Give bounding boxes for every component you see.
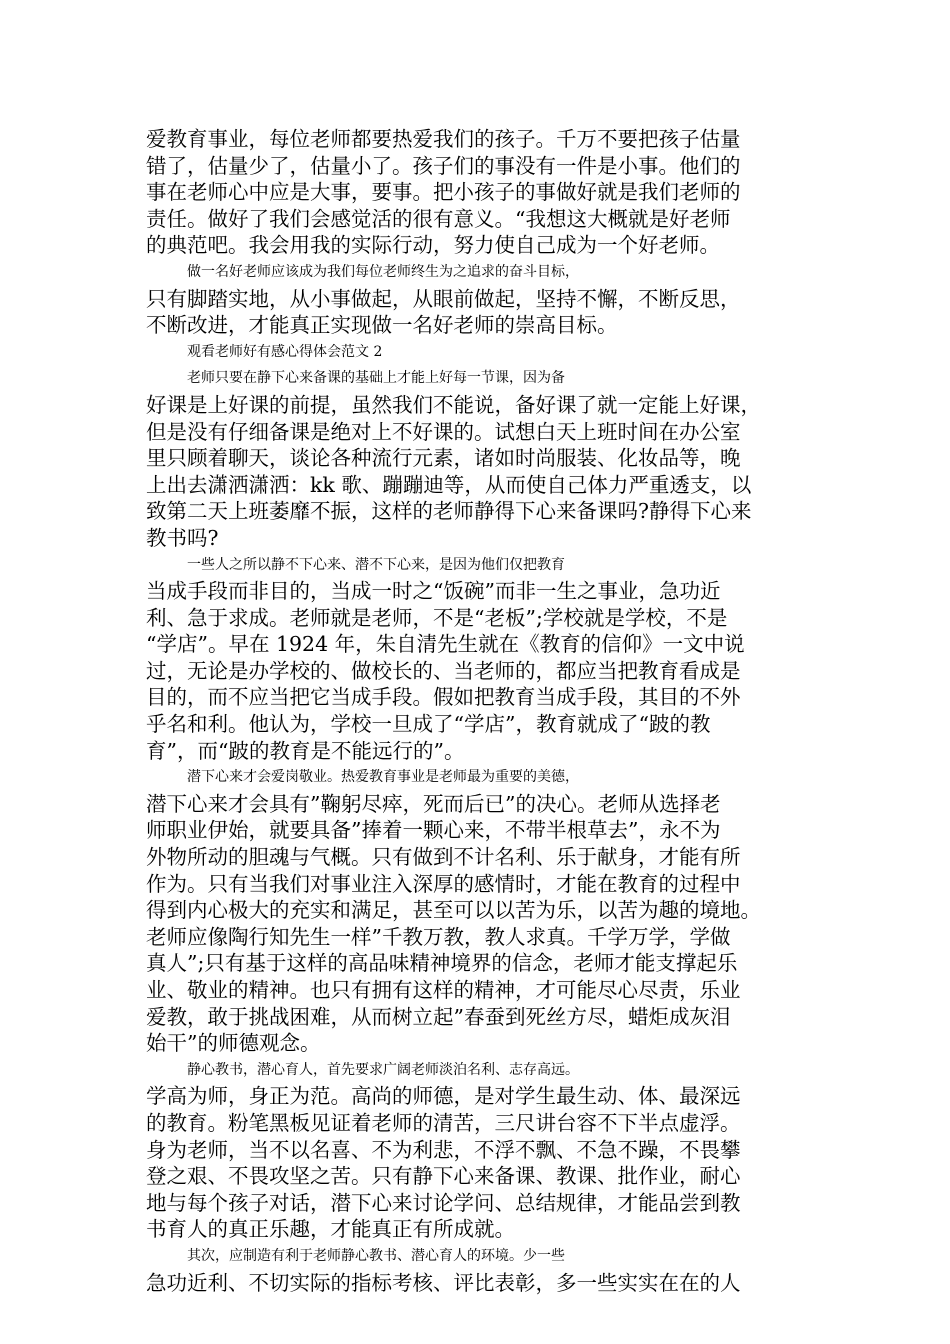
text-line: 作为。只有当我们对事业注入深厚的感情时，才能在教育的过程中 [146, 871, 741, 896]
text-line: 外物所动的胆魂与气概。只有做到不计名利、乐于献身，才能有所 [146, 845, 741, 870]
text-line: 乎名和利。他认为，学校一旦成了“学店”，教育就成了“跛的教 [146, 712, 711, 737]
text-line: 致第二天上班萎靡不振，这样的老师静得下心来备课吗?静得下心来 [146, 499, 752, 524]
text-line: 的典范吧。我会用我的实际行动，努力使自己成为一个好老师。 [146, 233, 720, 258]
text-line: 不断改进，才能真正实现做一名好老师的崇高目标。 [146, 313, 618, 338]
text-line: 得到内心极大的充实和满足，甚至可以以苦为乐，以苦为趣的境地。 [146, 898, 761, 923]
text-line: 只有脚踏实地，从小事做起，从眼前做起，坚持不懈，不断反思， [146, 286, 741, 311]
text-line: 静心教书，潜心育人，首先要求广阔老师淡泊名利、志存高远。 [187, 1061, 579, 1078]
text-line: 师职业伊始，就要具备”捧着一颗心来，不带半根草去”，永不为 [146, 818, 721, 843]
text-line: 过，无论是办学校的、做校长的、当老师的，都应当把教育看成是 [146, 658, 741, 683]
text-line: 书育人的真正乐趣，才能真正有所成就。 [146, 1217, 515, 1242]
text-line: 目的，而不应当把它当成手段。假如把教育当成手段，其目的不外 [146, 685, 741, 710]
text-line: 做一名好老师应该成为我们每位老师终生为之追求的奋斗目标， [187, 263, 579, 280]
text-line: 教书吗? [146, 525, 219, 550]
text-line: 事在老师心中应是大事，要事。把小孩子的事做好就是我们老师的 [146, 180, 741, 205]
text-line: 登之艰、不畏攻坚之苦。只有静下心来备课、教课、批作业，耐心 [146, 1164, 741, 1189]
text-line: “学店”。早在 1924 年，朱自清先生就在《教育的信仰》一文中说 [146, 632, 745, 657]
text-line: 利、急于求成。老师就是老师，不是“老板”;学校就是学校，不是 [146, 605, 728, 630]
text-line: 里只顾着聊天，谈论各种流行元素，诸如时尚服装、化妆品等，晚 [146, 446, 741, 471]
text-line: 一些人之所以静不下心来、潜不下心来，是因为他们仅把教育 [187, 556, 565, 573]
text-line: 爱教育事业，每位老师都要热爱我们的孩子。千万不要把孩子估量 [146, 127, 741, 151]
text-line: 上出去潇洒潇洒：kk 歌、蹦蹦迪等，从而使自己体力严重透支，以 [146, 472, 752, 497]
text-line: 但是没有仔细备课是绝对上不好课的。试想白天上班时间在办公室 [146, 419, 741, 444]
text-line: 身为老师，当不以名喜、不为利悲，不浮不飘、不急不躁，不畏攀 [146, 1137, 741, 1162]
text-line: 好课是上好课的前提，虽然我们不能说，备好课了就一定能上好课， [146, 392, 761, 417]
text-line: 老师只要在静下心来备课的基础上才能上好每一节课，因为备 [187, 370, 565, 387]
text-line: 潜下心来才会具有”鞠躬尽瘁，死而后已”的决心。老师从选择老 [146, 791, 721, 816]
text-line: 真人”;只有基于这样的高品味精神境界的信念，老师才能支撑起乐 [146, 951, 738, 976]
text-line: 当成手段而非目的，当成一时之“饭碗”而非一生之事业，急功近 [146, 579, 721, 604]
text-line: 观看老师好有感心得体会范文 2 [187, 343, 383, 360]
text-line: 急功近利、不切实际的指标考核、评比表彰，多一些实实在在的人 [146, 1270, 741, 1295]
document-body [146, 126, 814, 1296]
text-line: 的教育。粉笔黑板见证着老师的清苦，三尺讲台容不下半点虚浮。 [146, 1110, 741, 1135]
text-line: 地与每个孩子对话，潜下心来讨论学问、总结规律，才能品尝到教 [146, 1190, 741, 1215]
text-line: 始干”的师德观念。 [146, 1031, 321, 1056]
text-line: 错了，估量少了，估量小了。孩子们的事没有一件是小事。他们的 [146, 153, 741, 178]
text-line: 爱教，敢于挑战困难，从而树立起”春蚕到死丝方尽，蜡炬成灰泪 [146, 1004, 731, 1029]
text-line: 责任。做好了我们会感觉活的很有意义。“我想这大概就是好老师 [146, 206, 731, 231]
text-line: 潜下心来才会爱岗敬业。热爱教育事业是老师最为重要的美德， [187, 769, 579, 786]
text-line: 学高为师，身正为范。高尚的师德，是对学生最生动、体、最深远 [146, 1084, 741, 1109]
text-line: 业、敬业的精神。也只有拥有这样的精神，才可能尽心尽责，乐业 [146, 978, 741, 1002]
text-line: 其次，应制造有利于老师静心教书、潜心育人的环境。少一些 [187, 1247, 565, 1264]
text-line: 老师应像陶行知先生一样”千教万教，教人求真。千学万学，学做 [146, 924, 731, 949]
text-line: 育”，而“跛的教育是不能远行的”。 [146, 738, 465, 763]
